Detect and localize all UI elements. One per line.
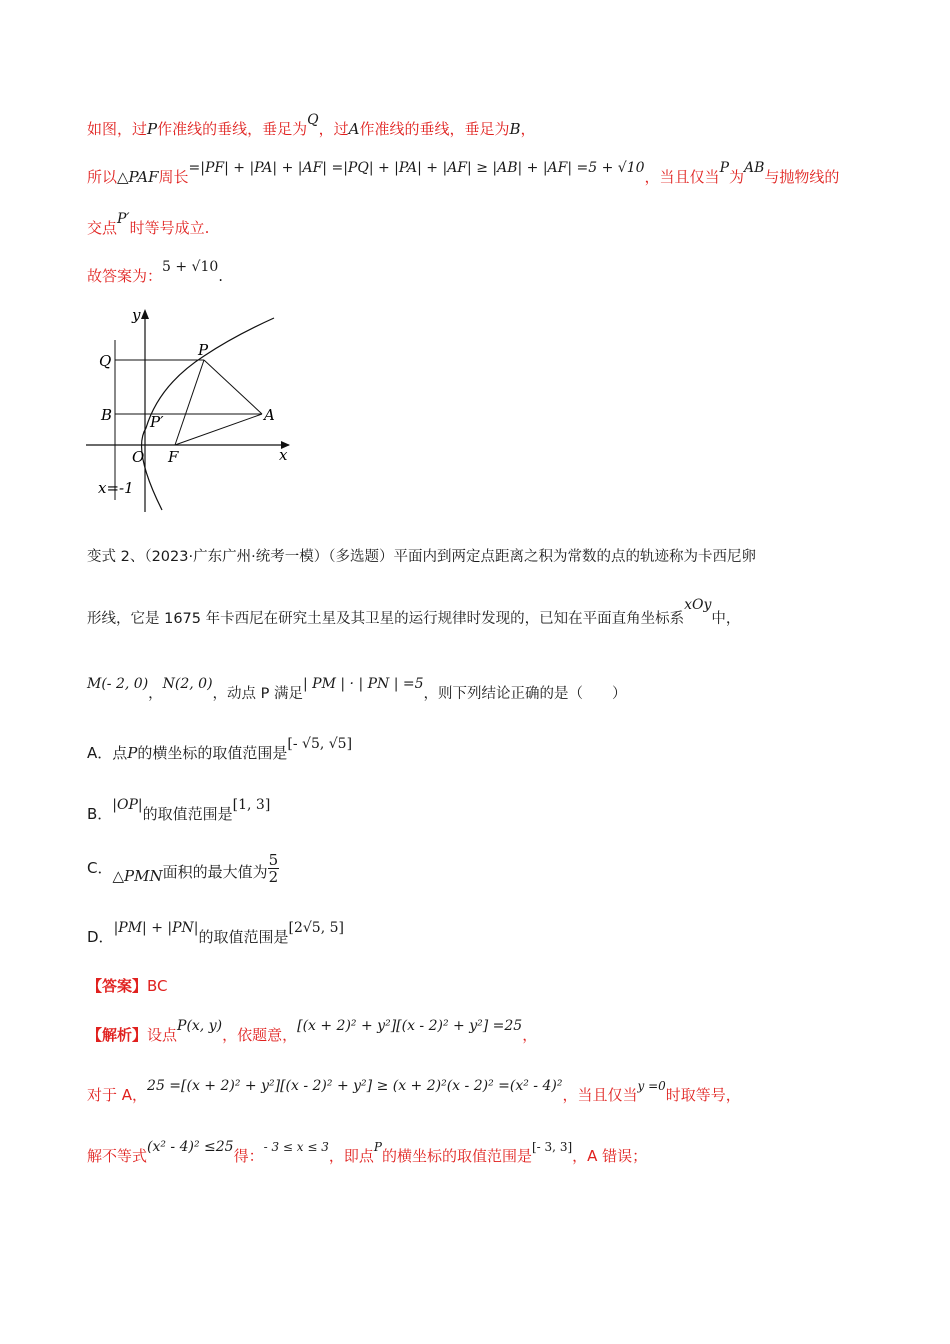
label-A: A: [264, 406, 275, 424]
answer-line: 【答案】BC: [87, 977, 168, 995]
label-directrix: x=-1: [98, 479, 134, 497]
label-F: F: [168, 448, 179, 466]
option-C[interactable]: C．△PMN面积的最大值为 $\frac{5}{2}$: [87, 851, 279, 886]
problem-line-1: 变式 2、（2023·广东广州·统考一模）（多选题）平面内到两定点距离之积为常数的点的轨迹称为卡西尼卵: [87, 549, 756, 565]
answer-value: BC: [147, 977, 168, 995]
label-P: P: [198, 341, 209, 359]
option-B[interactable]: B．|OP|的取值范围是[1, 3]: [87, 797, 271, 823]
segment-FA: [175, 414, 262, 445]
segment-PA: [204, 360, 262, 414]
label-Q: Q: [99, 352, 112, 370]
y-axis-arrow: [141, 309, 149, 319]
segment-PF: [175, 360, 204, 445]
parabola-figure: [84, 300, 304, 520]
problem-line-2: 形线，它是 1675 年卡西尼在研究土星及其卫星的运行规律时发现的，已知在平面直角坐标系xOy中，: [87, 597, 741, 627]
analysis-line-2: 对于 A，25 =[(x + 2)² + y²][(x - 2)² + y²] ≥ (x + 2)²(x - 2)² =(x² - 4)²，当且仅当$^{y =0}$时取等号，: [87, 1078, 741, 1104]
option-A[interactable]: A．点P的横坐标的取值范围是[- √5, √5]: [87, 736, 353, 762]
option-D[interactable]: D．|PM| + |PN|的取值范围是[2√5, 5]: [87, 920, 344, 946]
analysis-line-3: 解不等式(x² - 4)² ≤25得：$^{- 3 \le x \le 3}$，即点$^P$的横坐标的取值范围是[- 3, 3]，A 错误；: [87, 1139, 648, 1165]
solution-line-2: 所以△PAF周长=|PF| + |PA| + |AF| =|PQ| + |PA| + |AF| ≥ |AB| + |AF| =5 + √10，当且仅当P为AB与抛物线的: [87, 160, 840, 186]
label-x: x: [279, 446, 288, 464]
solution-line-3: 交点P′时等号成立.: [87, 211, 210, 237]
fraction-five-halves: $\frac{5}{2}$: [268, 851, 279, 886]
label-B: B: [101, 406, 113, 424]
label-P-prime: P′: [150, 413, 164, 431]
label-O: O: [132, 448, 145, 466]
solution-line-4: 故答案为：5 + √10.: [87, 259, 224, 285]
label-y: y: [132, 306, 141, 324]
analysis-line-1: 【解析】设点P(x, y)，依题意，[(x + 2)² + y²][(x - 2)² + y²] =25，: [87, 1018, 538, 1044]
solution-line-1: 如图，过P作准线的垂线，垂足为Q，过A作准线的垂线，垂足为B，: [87, 112, 536, 138]
problem-line-3: M(- 2, 0)，N(2, 0)，动点 P 满足| PM | · | PN | =5，则下列结论正确的是（ ）: [87, 676, 627, 702]
